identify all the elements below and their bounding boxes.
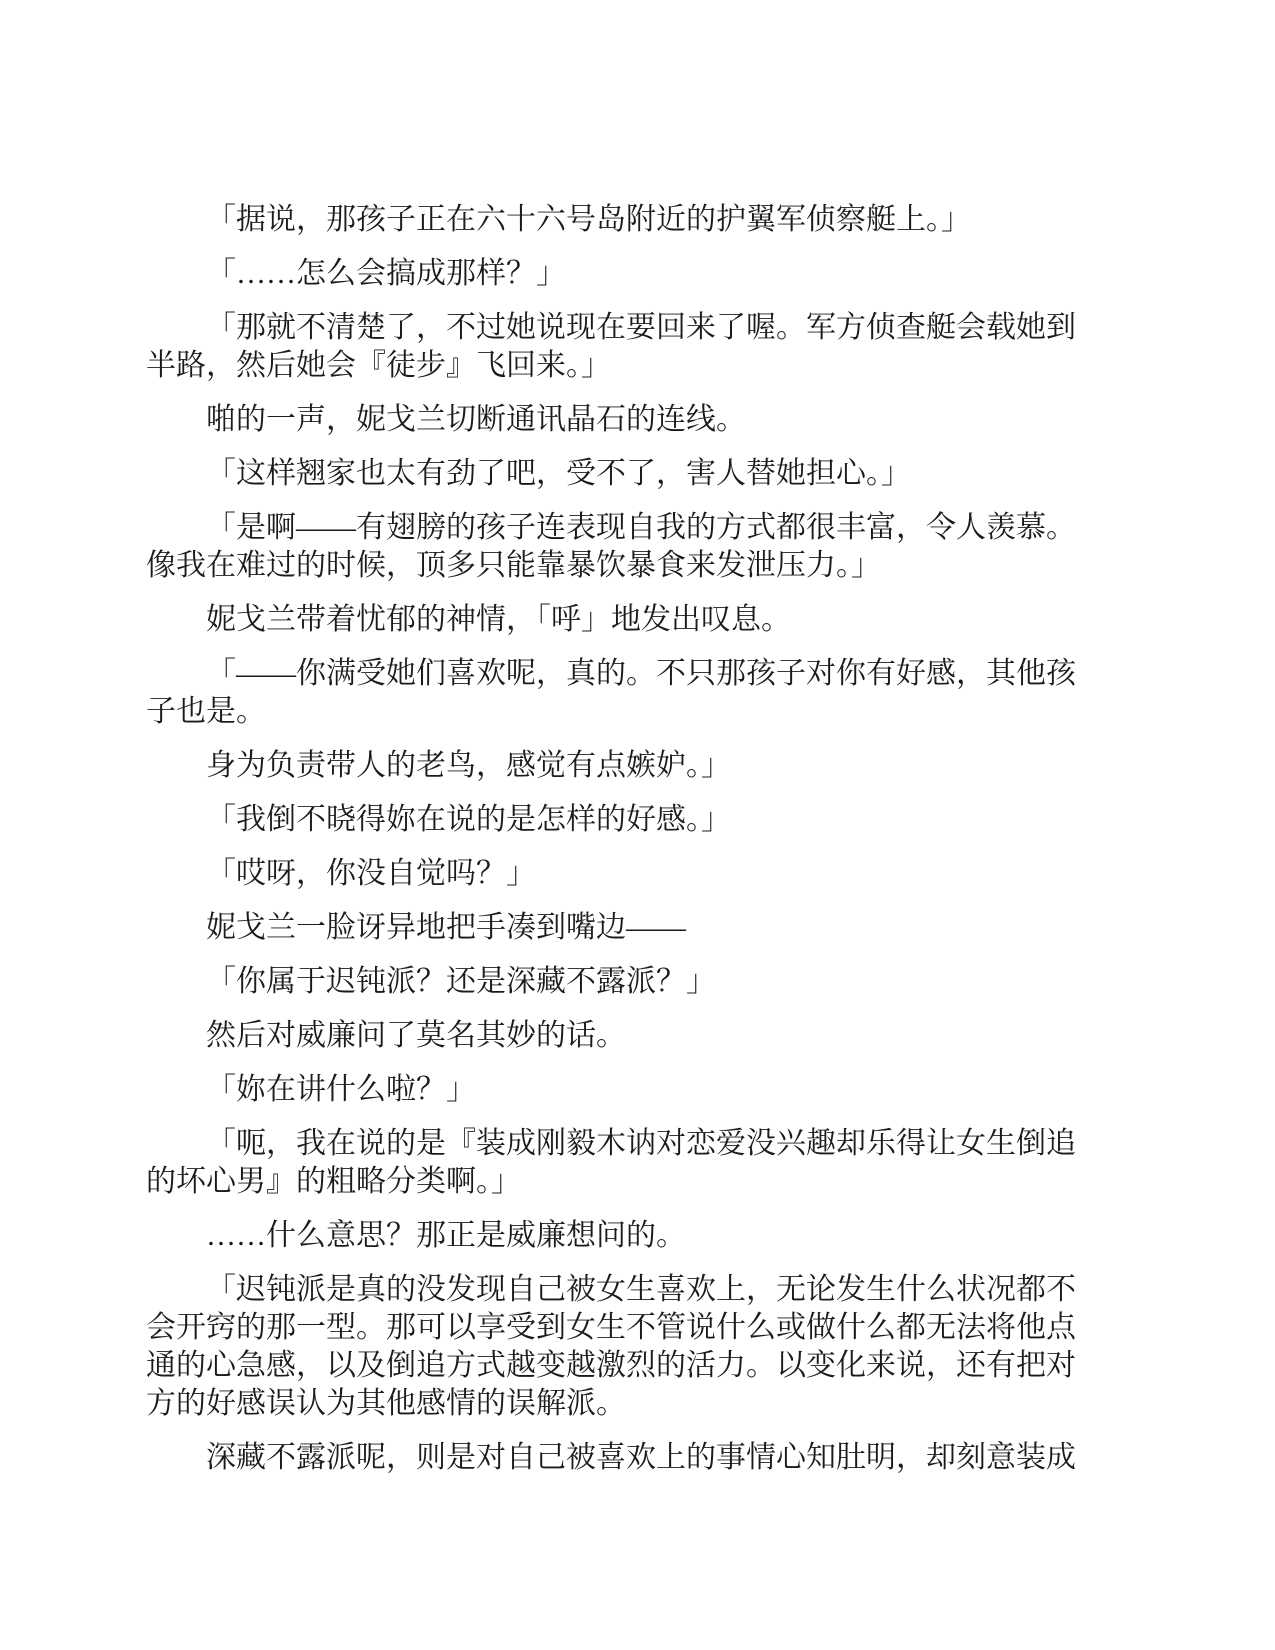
paragraph: 「——你满受她们喜欢呢，真的。不只那孩子对你有好感，其他孩子也是。 (146, 657, 1076, 728)
novel-text-block (146, 201, 1082, 1477)
paragraph: 啪的一声，妮戈兰切断通讯晶石的连线。 (206, 403, 746, 436)
paragraph: 「那就不清楚了，不过她说现在要回来了喔。军方侦查艇会载她到半路，然后她会『徒步』飞回来。」 (146, 311, 1076, 382)
paragraph: 「你属于迟钝派？还是深藏不露派？」 (206, 965, 716, 998)
paragraph: 「我倒不晓得妳在说的是怎样的好感。」 (206, 803, 731, 836)
paragraph: 「妳在讲什么啦？」 (206, 1073, 476, 1106)
paragraph: 身为负责带人的老鸟，感觉有点嫉妒。」 (206, 749, 731, 782)
paragraph: ……什么意思？那正是威廉想问的。 (206, 1219, 686, 1252)
paragraph: 深藏不露派呢，则是对自己被喜欢上的事情心知肚明，却刻意装成 (206, 1441, 1076, 1474)
paragraph: 「据说，那孩子正在六十六号岛附近的护翼军侦察艇上。」 (206, 203, 971, 236)
paragraph: 妮戈兰带着忧郁的神情，「呼」地发出叹息。 (206, 603, 791, 636)
paragraph: 「这样翘家也太有劲了吧，受不了，害人替她担心。」 (206, 457, 911, 490)
paragraph: 「是啊——有翅膀的孩子连表现自我的方式都很丰富，令人羡慕。像我在难过的时候，顶多只能靠暴饮暴食来发泄压力。」 (146, 511, 1076, 582)
paragraph: 「呃，我在说的是『装成刚毅木讷对恋爱没兴趣却乐得让女生倒追的坏心男』的粗略分类啊。」 (146, 1127, 1076, 1198)
paragraph: 「……怎么会搞成那样？」 (206, 257, 566, 290)
paragraph: 妮戈兰一脸讶异地把手凑到嘴边—— (206, 911, 686, 944)
paragraph: 然后对威廉问了莫名其妙的话。 (206, 1019, 626, 1052)
paragraph: 「迟钝派是真的没发现自己被女生喜欢上，无论发生什么状况都不会开窍的那一型。那可以享受到女生不管说什么或做什么都无法将他点通的心急感，以及倒追方式越变越激烈的活力。以变化来说，还有把对方的好感误认为其他感情的误解派。 (146, 1273, 1076, 1420)
paragraph: 「哎呀，你没自觉吗？」 (206, 857, 536, 890)
